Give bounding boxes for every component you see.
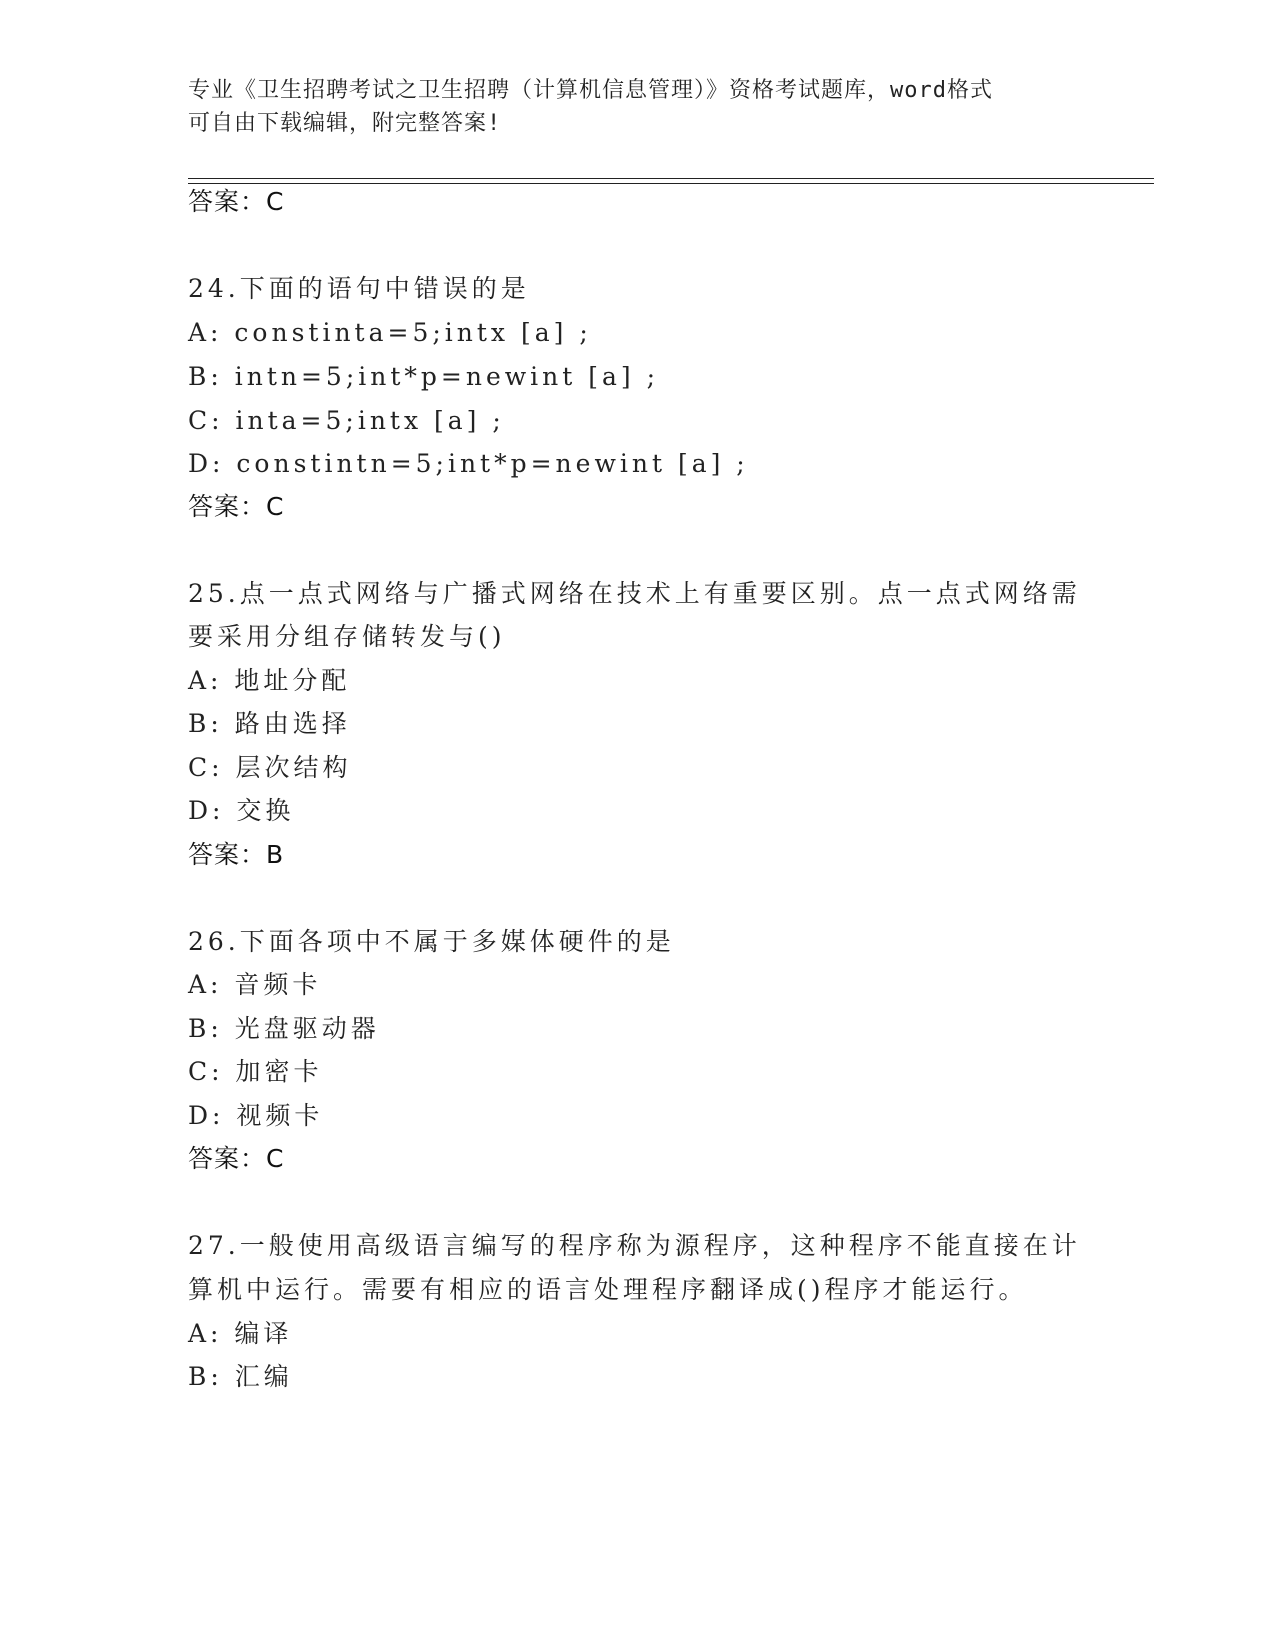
header-divider-top <box>188 178 1154 179</box>
question-26-option-a: A: 音频卡 <box>188 970 322 999</box>
question-25-text-line-2: 要采用分组存储转发与() <box>188 622 506 651</box>
question-26-text: 26.下面各项中不属于多媒体硬件的是 <box>188 927 675 956</box>
question-25-option-a: A: 地址分配 <box>188 666 351 695</box>
question-27-text-line-1: 27.一般使用高级语言编写的程序称为源程序，这种程序不能直接在计 <box>188 1231 1081 1260</box>
question-26-option-d: D: 视频卡 <box>188 1101 324 1130</box>
question-24-text: 24.下面的语句中错误的是 <box>188 274 530 303</box>
question-25-option-c: C: 层次结构 <box>188 753 352 782</box>
question-25-answer: 答案：B <box>188 840 285 869</box>
question-24-option-c: C: inta=5;intx [a] ; <box>188 406 505 435</box>
question-25-option-b: B: 路由选择 <box>188 709 351 738</box>
previous-answer: 答案：C <box>188 187 285 216</box>
header-line-2: 可自由下载编辑，附完整答案! <box>188 111 502 136</box>
header-line-1: 专业《卫生招聘考试之卫生招聘（计算机信息管理）》资格考试题库，word格式 <box>188 78 993 103</box>
question-24-option-a: A: constinta=5;intx [a] ; <box>188 318 592 347</box>
question-24-option-b: B: intn=5;int*p=newint [a] ; <box>188 362 660 391</box>
question-27-text-line-2: 算机中运行。需要有相应的语言处理程序翻译成()程序才能运行。 <box>188 1275 1028 1304</box>
question-24-answer: 答案：C <box>188 492 285 521</box>
question-26-option-b: B: 光盘驱动器 <box>188 1014 380 1043</box>
question-25-text-line-1: 25.点一点式网络与广播式网络在技术上有重要区别。点一点式网络需 <box>188 579 1081 608</box>
header-divider-bottom <box>188 183 1154 184</box>
document-header <box>188 74 1078 140</box>
question-26-answer: 答案：C <box>188 1144 285 1173</box>
question-25-option-d: D: 交换 <box>188 796 295 825</box>
question-26-option-c: C: 加密卡 <box>188 1057 323 1086</box>
question-27-option-a: A: 编译 <box>188 1319 293 1348</box>
question-27-option-b: B: 汇编 <box>188 1362 293 1391</box>
question-24-option-d: D: constintn=5;int*p=newint [a] ; <box>188 449 749 478</box>
